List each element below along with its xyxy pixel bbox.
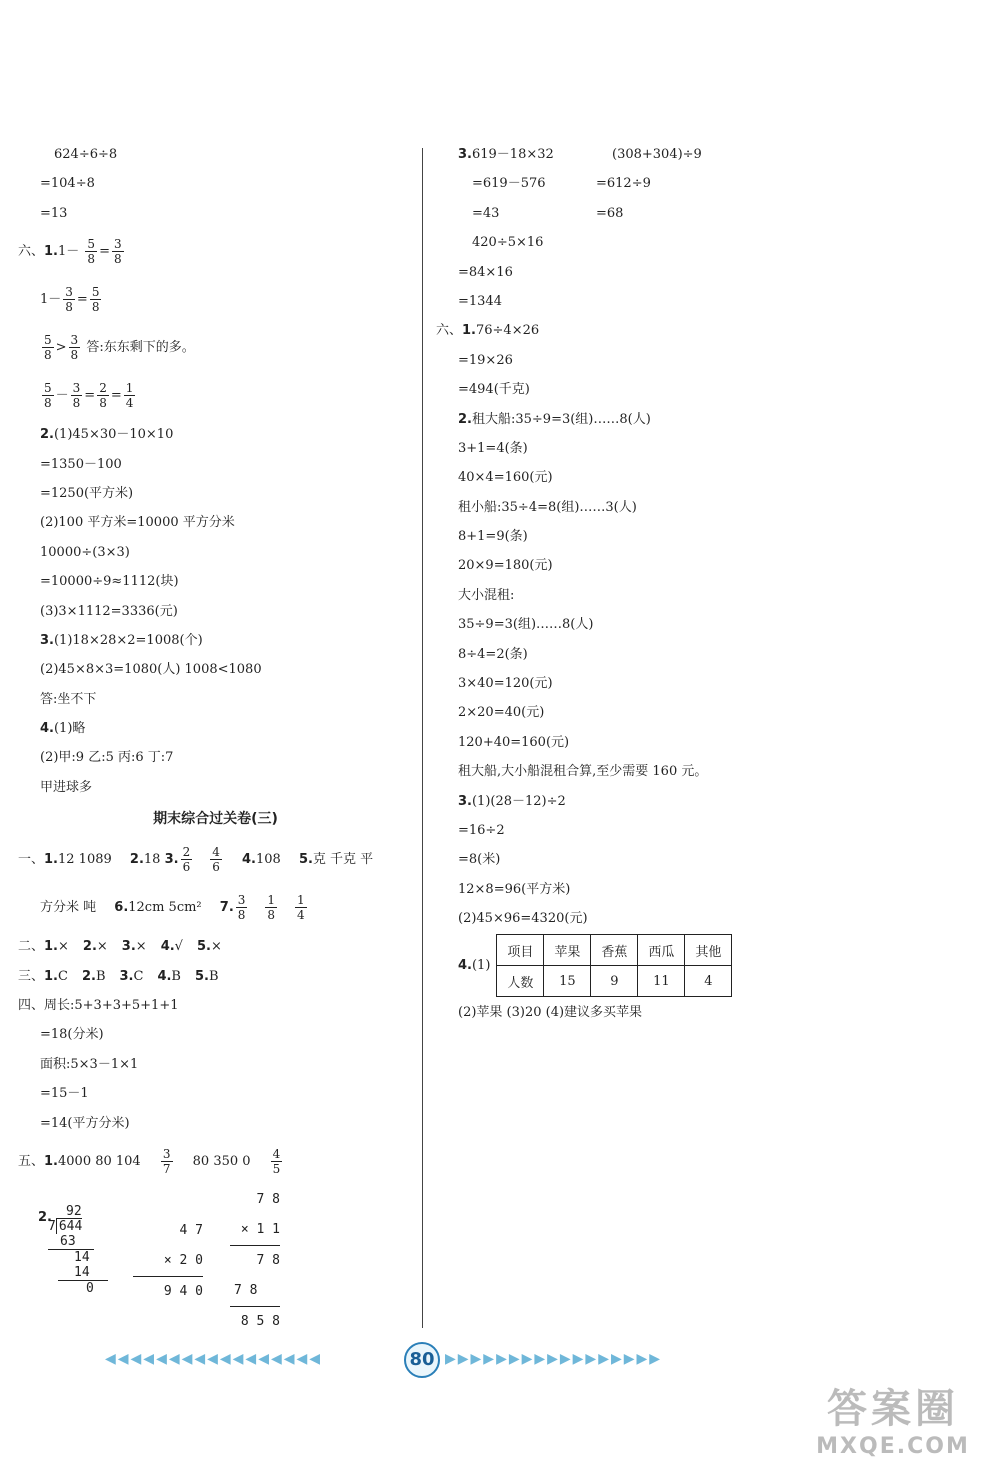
calc-line: (2)100 平方米=10000 平方分米	[40, 515, 235, 531]
s6-q1b-line	[18, 276, 413, 324]
table-cell: 香蕉	[591, 935, 638, 966]
fraction: $\frac{2}{8}$	[99, 381, 107, 411]
calc-line: 40×4=160(元)	[458, 470, 553, 486]
table-cell: 西瓜	[638, 935, 685, 966]
fraction: $\frac{5}{8}$	[91, 285, 100, 315]
calc-line: 大小混租:	[458, 587, 515, 603]
calc-line: 624÷6÷8	[54, 147, 118, 162]
dividend: 644	[56, 1218, 82, 1234]
answer: B	[95, 968, 106, 984]
answer: ×	[135, 939, 147, 955]
expr: =43	[472, 205, 500, 221]
answer: ×	[210, 939, 222, 955]
calc-line	[436, 405, 766, 434]
answer: √	[174, 939, 183, 955]
division-step: 0	[86, 1280, 94, 1296]
fraction: $\frac{2}{6}$	[182, 845, 191, 875]
calc-line: =14(平方分米)	[40, 1115, 130, 1131]
fraction: $\frac{5}{8}$	[87, 237, 96, 267]
question-number: 5.	[194, 968, 209, 984]
multiplication-47x20	[133, 1216, 203, 1307]
question-number: 4.	[241, 852, 256, 868]
q4-table-line	[436, 934, 766, 998]
calc-line	[18, 626, 413, 655]
answer: ×	[96, 939, 108, 955]
table-cell: 15	[544, 966, 591, 997]
answer: 克 千克 平	[312, 852, 374, 868]
calc-line: 面积:5×3－1×1	[40, 1056, 139, 1072]
s6-q1-line	[18, 228, 413, 276]
question-number: 3.	[164, 852, 179, 868]
calc-line: =15－1	[40, 1086, 89, 1102]
right-arrows-decoration: ▶▶▶▶▶▶▶▶▶▶▶▶▶▶▶▶▶	[445, 1351, 663, 1367]
question-number: 2.	[458, 411, 472, 427]
expr: (1)18×28×2=1008(个)	[53, 632, 203, 648]
mul-line: 8 5 8	[240, 1313, 280, 1329]
calc-line	[18, 714, 413, 743]
expr: 619－18×32	[471, 147, 554, 162]
question-number: 2.	[81, 968, 96, 984]
calc-line	[436, 316, 766, 345]
calc-line: (2)甲:9 乙:5 丙:6 丁:7	[40, 750, 174, 766]
calc-line: 120+40=160(元)	[458, 734, 570, 750]
calc-line: =16÷2	[458, 822, 505, 838]
calc-line: =19×26	[458, 352, 513, 368]
calc-line: =104÷8	[40, 176, 95, 192]
question-number: 1.	[44, 852, 58, 868]
answer: C	[133, 968, 144, 984]
table-row	[497, 966, 732, 997]
calc-line: 3+1=4(条)	[458, 440, 528, 456]
fraction: $\frac{3}{8}$	[70, 333, 79, 363]
expr: =68	[596, 205, 624, 221]
question-number: 5.	[196, 939, 211, 955]
left-column	[18, 140, 413, 1336]
calc-line: 10000÷(3×3)	[40, 544, 130, 560]
page-number: 80	[404, 1342, 440, 1378]
calc-line: 8÷4=2(条)	[458, 646, 528, 662]
survey-table	[496, 934, 732, 997]
calc-line: =1250(平方米)	[40, 485, 134, 501]
calc-line: =13	[40, 205, 68, 221]
calc-line: 租大船,大小船混租合算,至少需要 160 元。	[458, 764, 708, 780]
calc-line: 12×8=96(平方米)	[458, 881, 571, 897]
question-number: 5.	[298, 852, 313, 868]
table-cell: 9	[591, 966, 638, 997]
calc-line: (2)苹果 (3)20 (4)建议多买苹果	[458, 1004, 643, 1020]
section-number: 六、	[436, 323, 463, 339]
fraction: $\frac{3}{7}$	[162, 1146, 171, 1176]
calc-line: 420÷5×16	[472, 235, 544, 251]
table-cell: 项目	[497, 935, 544, 966]
fraction: $\frac{5}{8}$	[44, 333, 52, 363]
quotient: 92	[66, 1203, 82, 1219]
s4-line	[18, 991, 413, 1020]
calc-line	[436, 169, 766, 198]
fraction: $\frac{3}{8}$	[113, 237, 122, 267]
expr: (1)	[471, 958, 491, 974]
calc-line: =10000÷9≈1112(块)	[40, 574, 179, 590]
answer-text: 答:东东剩下的多。	[86, 340, 195, 356]
fraction: $\frac{1}{4}$	[297, 893, 305, 923]
expr: >	[55, 340, 67, 356]
answer: 80 350 0	[192, 1153, 251, 1169]
calc-line: =1344	[458, 293, 502, 309]
expr: (1)略	[53, 721, 86, 737]
calc-line: (3)3×1112=3336(元)	[40, 603, 178, 619]
calc-line: 答:坐不下	[40, 691, 97, 707]
calc-line: (2)45×8×3=1080(人) 1008<1080	[40, 662, 262, 678]
table-cell: 人数	[497, 966, 544, 997]
mul-line: × 2 0	[133, 1246, 203, 1277]
calc-line: =1350－100	[40, 456, 122, 472]
answer: B	[208, 968, 219, 984]
expr: (1)45×30－10×10	[53, 427, 174, 443]
expr: 76÷4×26	[476, 323, 540, 339]
answer: 方分米 吨	[40, 900, 97, 916]
question-number: 2.	[129, 852, 144, 868]
mul-line: 7 8	[256, 1252, 280, 1268]
answer: 4000 80 104	[58, 1153, 141, 1169]
expr: 1－	[40, 292, 62, 308]
answer: C	[58, 968, 68, 984]
expr: 1－	[58, 244, 80, 260]
division-step: 14	[58, 1265, 108, 1281]
table-header-row	[497, 935, 732, 966]
question-number: 2.	[38, 1209, 52, 1225]
expr: =	[99, 244, 110, 260]
expr: (1)(28－12)÷2	[471, 793, 566, 809]
expr: 周长:5+3+3+5+1+1	[44, 998, 179, 1014]
calc-line	[436, 199, 766, 228]
answer: 12 1089	[58, 852, 112, 868]
question-number: 1.	[462, 323, 476, 339]
expr: =612÷9	[596, 176, 651, 192]
expr: =619－576	[472, 176, 546, 192]
s1-line1	[18, 836, 413, 884]
multiplication-78x11	[230, 1185, 280, 1337]
section-number: 六、	[18, 244, 45, 260]
question-number: 4.	[40, 721, 54, 737]
s2-line	[18, 932, 413, 961]
mul-line: × 1 1	[230, 1215, 280, 1246]
page-footer	[105, 1346, 745, 1376]
s6-q1d-line	[18, 372, 413, 420]
calc-line: 2×20=40(元)	[458, 705, 545, 721]
fraction: $\frac{4}{5}$	[272, 1146, 281, 1176]
answer: 12cm 5cm²	[128, 900, 202, 916]
calc-line: =18(分米)	[40, 1027, 104, 1043]
fraction: $\frac{1}{8}$	[267, 893, 276, 923]
table-cell: 4	[685, 966, 732, 997]
mul-line: 7 8	[230, 1276, 280, 1307]
calc-line: 20×9=180(元)	[458, 558, 553, 574]
watermark-logo	[798, 1377, 988, 1457]
question-number: 4.	[458, 958, 472, 974]
calc-line: 35÷9=3(组)……8(人)	[458, 617, 594, 633]
section-number: 四、	[18, 998, 45, 1014]
section-number: 三、	[18, 968, 45, 984]
division-step: 14	[74, 1249, 90, 1265]
section-number: 一、	[18, 852, 45, 868]
question-number: 6.	[114, 900, 129, 916]
s5-line	[18, 1138, 413, 1186]
section-title: 期末综合过关卷(三)	[153, 811, 278, 828]
question-number: 4.	[160, 939, 175, 955]
calc-line	[18, 420, 413, 449]
answer: ×	[58, 939, 69, 955]
divisor: 7	[48, 1218, 56, 1234]
calc-line: 8+1=9(条)	[458, 529, 528, 545]
watermark-text: 答案圈	[827, 1386, 959, 1432]
question-number: 2.	[82, 939, 97, 955]
expr: －	[55, 388, 69, 404]
right-column	[436, 140, 766, 1027]
mul-line: 4 7	[179, 1222, 203, 1238]
calc-line: =8(米)	[458, 852, 501, 868]
long-division	[48, 1204, 108, 1296]
expr: =	[110, 388, 122, 404]
answer: 108	[255, 852, 281, 868]
question-number: 1.	[44, 939, 58, 955]
fraction: $\frac{3}{8}$	[237, 893, 246, 923]
calc-line: =494(千克)	[458, 382, 530, 398]
calc-line: =84×16	[458, 264, 513, 280]
expr: =	[76, 292, 88, 308]
question-number: 1.	[44, 1153, 58, 1169]
table-cell: 苹果	[544, 935, 591, 966]
mul-line: 7 8	[256, 1191, 280, 1207]
section-number: 二、	[18, 939, 45, 955]
table-cell: 11	[638, 966, 685, 997]
question-number: 1.	[44, 244, 58, 260]
s6-q1c-line	[18, 324, 413, 372]
watermark-url: MXQE.COM	[816, 1434, 970, 1459]
question-number: 3.	[121, 939, 136, 955]
calc-line	[436, 140, 766, 169]
calc-line	[436, 787, 766, 816]
question-number: 2.	[40, 427, 54, 443]
answer: 18	[143, 852, 161, 868]
calc-line: 租小船:35÷4=8(组)……3(人)	[458, 499, 637, 515]
question-number: 3.	[40, 632, 54, 648]
mul-line: 9 4 0	[163, 1283, 203, 1299]
column-divider	[422, 148, 423, 1328]
left-arrows-decoration: ◀◀◀◀◀◀◀◀◀◀◀◀◀◀◀◀◀	[105, 1351, 323, 1367]
question-number: 3.	[119, 968, 134, 984]
expr: (308+304)÷9	[612, 147, 702, 162]
section-number: 五、	[18, 1153, 45, 1169]
vertical-calculations	[18, 1186, 413, 1336]
question-number: 1.	[44, 968, 58, 984]
calc-line: 甲进球多	[40, 779, 93, 795]
division-step: 63	[48, 1234, 94, 1250]
answer: B	[171, 968, 181, 984]
fraction: $\frac{3}{8}$	[65, 285, 73, 315]
calc-line: 3×40=120(元)	[458, 676, 553, 692]
calc-line: (2)45×96=4320(元)	[458, 911, 588, 927]
fraction: $\frac{3}{8}$	[72, 381, 81, 411]
fraction: $\frac{4}{6}$	[212, 845, 220, 875]
expr: =	[84, 388, 96, 404]
s1-line2	[18, 884, 413, 932]
fraction: $\frac{5}{8}$	[44, 381, 52, 411]
expr: 租大船:35÷9=3(组)……8(人)	[471, 411, 651, 427]
question-number: 3.	[458, 147, 472, 162]
question-number: 7.	[219, 900, 234, 916]
s3-line	[18, 962, 413, 991]
question-number: 3.	[458, 793, 472, 809]
table-cell: 其他	[685, 935, 732, 966]
fraction: $\frac{1}{4}$	[125, 381, 134, 411]
question-number: 4.	[157, 968, 172, 984]
